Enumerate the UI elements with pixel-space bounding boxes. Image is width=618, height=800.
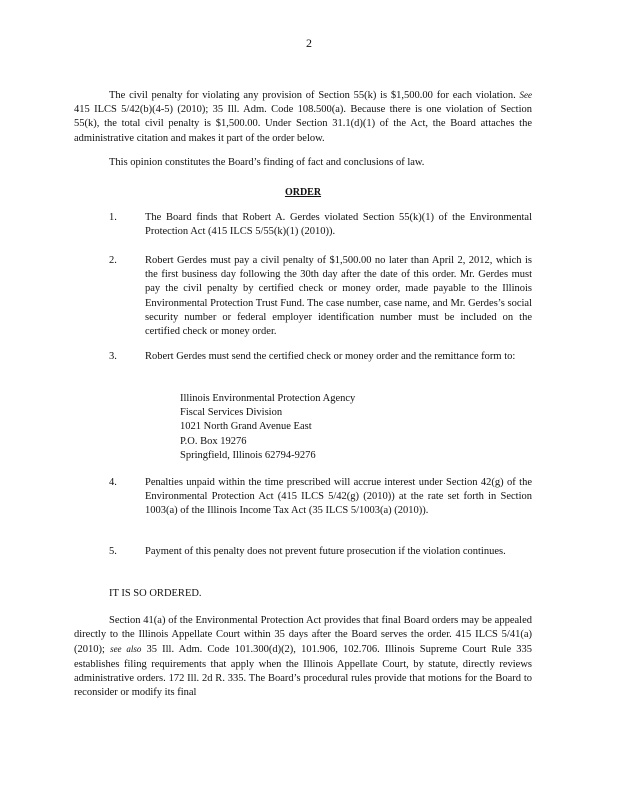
findings-paragraph: This opinion constitutes the Board’s finding of fact and conclusions of law. (109, 157, 425, 168)
order-heading: ORDER (284, 187, 322, 198)
order-item-text: Penalties unpaid within the time prescribed will accrue interest under Section 42(g) of the Environmental Protection Act (415 ILCS 5/42(g) (2010)) at the rate set forth in Section 1003(a) of the Illinois Income Tax Act (35 ILCS 5/1003(a) (2010)). (145, 477, 532, 517)
see-signal: See (519, 90, 532, 100)
penalty-paragraph-text: The civil penalty for violating any provision of Section 55(k) is $1,500.00 for each violation. (109, 90, 520, 101)
order-item-number: 4. (109, 477, 117, 488)
page-number: 2 (306, 36, 312, 50)
appeal-paragraph (74, 614, 532, 700)
order-item-number: 3. (109, 351, 117, 362)
address-line: P.O. Box 19276 (180, 435, 247, 447)
address-line: Illinois Environmental Protection Agency (180, 393, 356, 404)
appeal-paragraph-text: Section 41(a) of the Environmental Protection Act provides that final Board orders may be appealed directly to the Illinois Appellate Court within 35 days after the Board serves the order. 415 ILCS 5/41(a) (2010); (74, 615, 532, 656)
so-ordered: IT IS SO ORDERED. (109, 588, 202, 599)
order-item-number: 2. (109, 255, 117, 266)
address-line: Springfield, Illinois 62794-9276 (180, 449, 316, 461)
order-item-text: Robert Gerdes must send the certified check or money order and the remittance form to: (145, 351, 516, 362)
order-item-text: Robert Gerdes must pay a civil penalty of $1,500.00 no later than April 2, 2012, which is the first business day following the 30th day after the date of this order. Mr. Gerdes must pay the civil penalty by certified check or money order, made payable to the Illinois Environmental Protection Trust Fund. The case number, case name, and Mr. Gerdes’s social security number or federal employer identification number must be included on the certified check or money order. (145, 255, 532, 338)
order-item-number: 5. (109, 546, 117, 557)
see-also-signal: see also (110, 644, 142, 655)
order-item-number: 1. (109, 212, 117, 223)
penalty-paragraph-text-cont: 415 ILCS 5/42(b)(4-5) (2010); 35 Ill. Adm. Code 108.500(a). Because there is one violation of Section 55(k), the total civil penalty is $1,500.00. Under Section 31.1(d)(1) of the Act, the Board attaches the administrative citation and makes it part of the order below. (74, 104, 532, 144)
remittance-address (180, 392, 355, 463)
order-item-text: The Board finds that Robert A. Gerdes violated Section 55(k)(1) of the Environmental Protection Act (415 ILCS 5/55(k)(1) (2010)). (145, 212, 532, 238)
order-item-text: Payment of this penalty does not prevent future prosecution if the violation continues. (145, 546, 506, 557)
address-line: Fiscal Services Division (180, 407, 283, 419)
penalty-paragraph (74, 88, 532, 146)
appeal-paragraph-text-cont: 35 Ill. Adm. Code 101.300(d)(2), 101.906, 102.706. Illinois Supreme Court Rule 335 establishes filing requirements that apply when the Illinois Appellate Court, by statute, directly reviews administrative orders. 172 Ill. 2d R. 335. The Board’s procedural rules provide that motions for the Board to reconsider or modify its final (74, 644, 532, 699)
address-line: 1021 North Grand Avenue East (180, 421, 312, 433)
